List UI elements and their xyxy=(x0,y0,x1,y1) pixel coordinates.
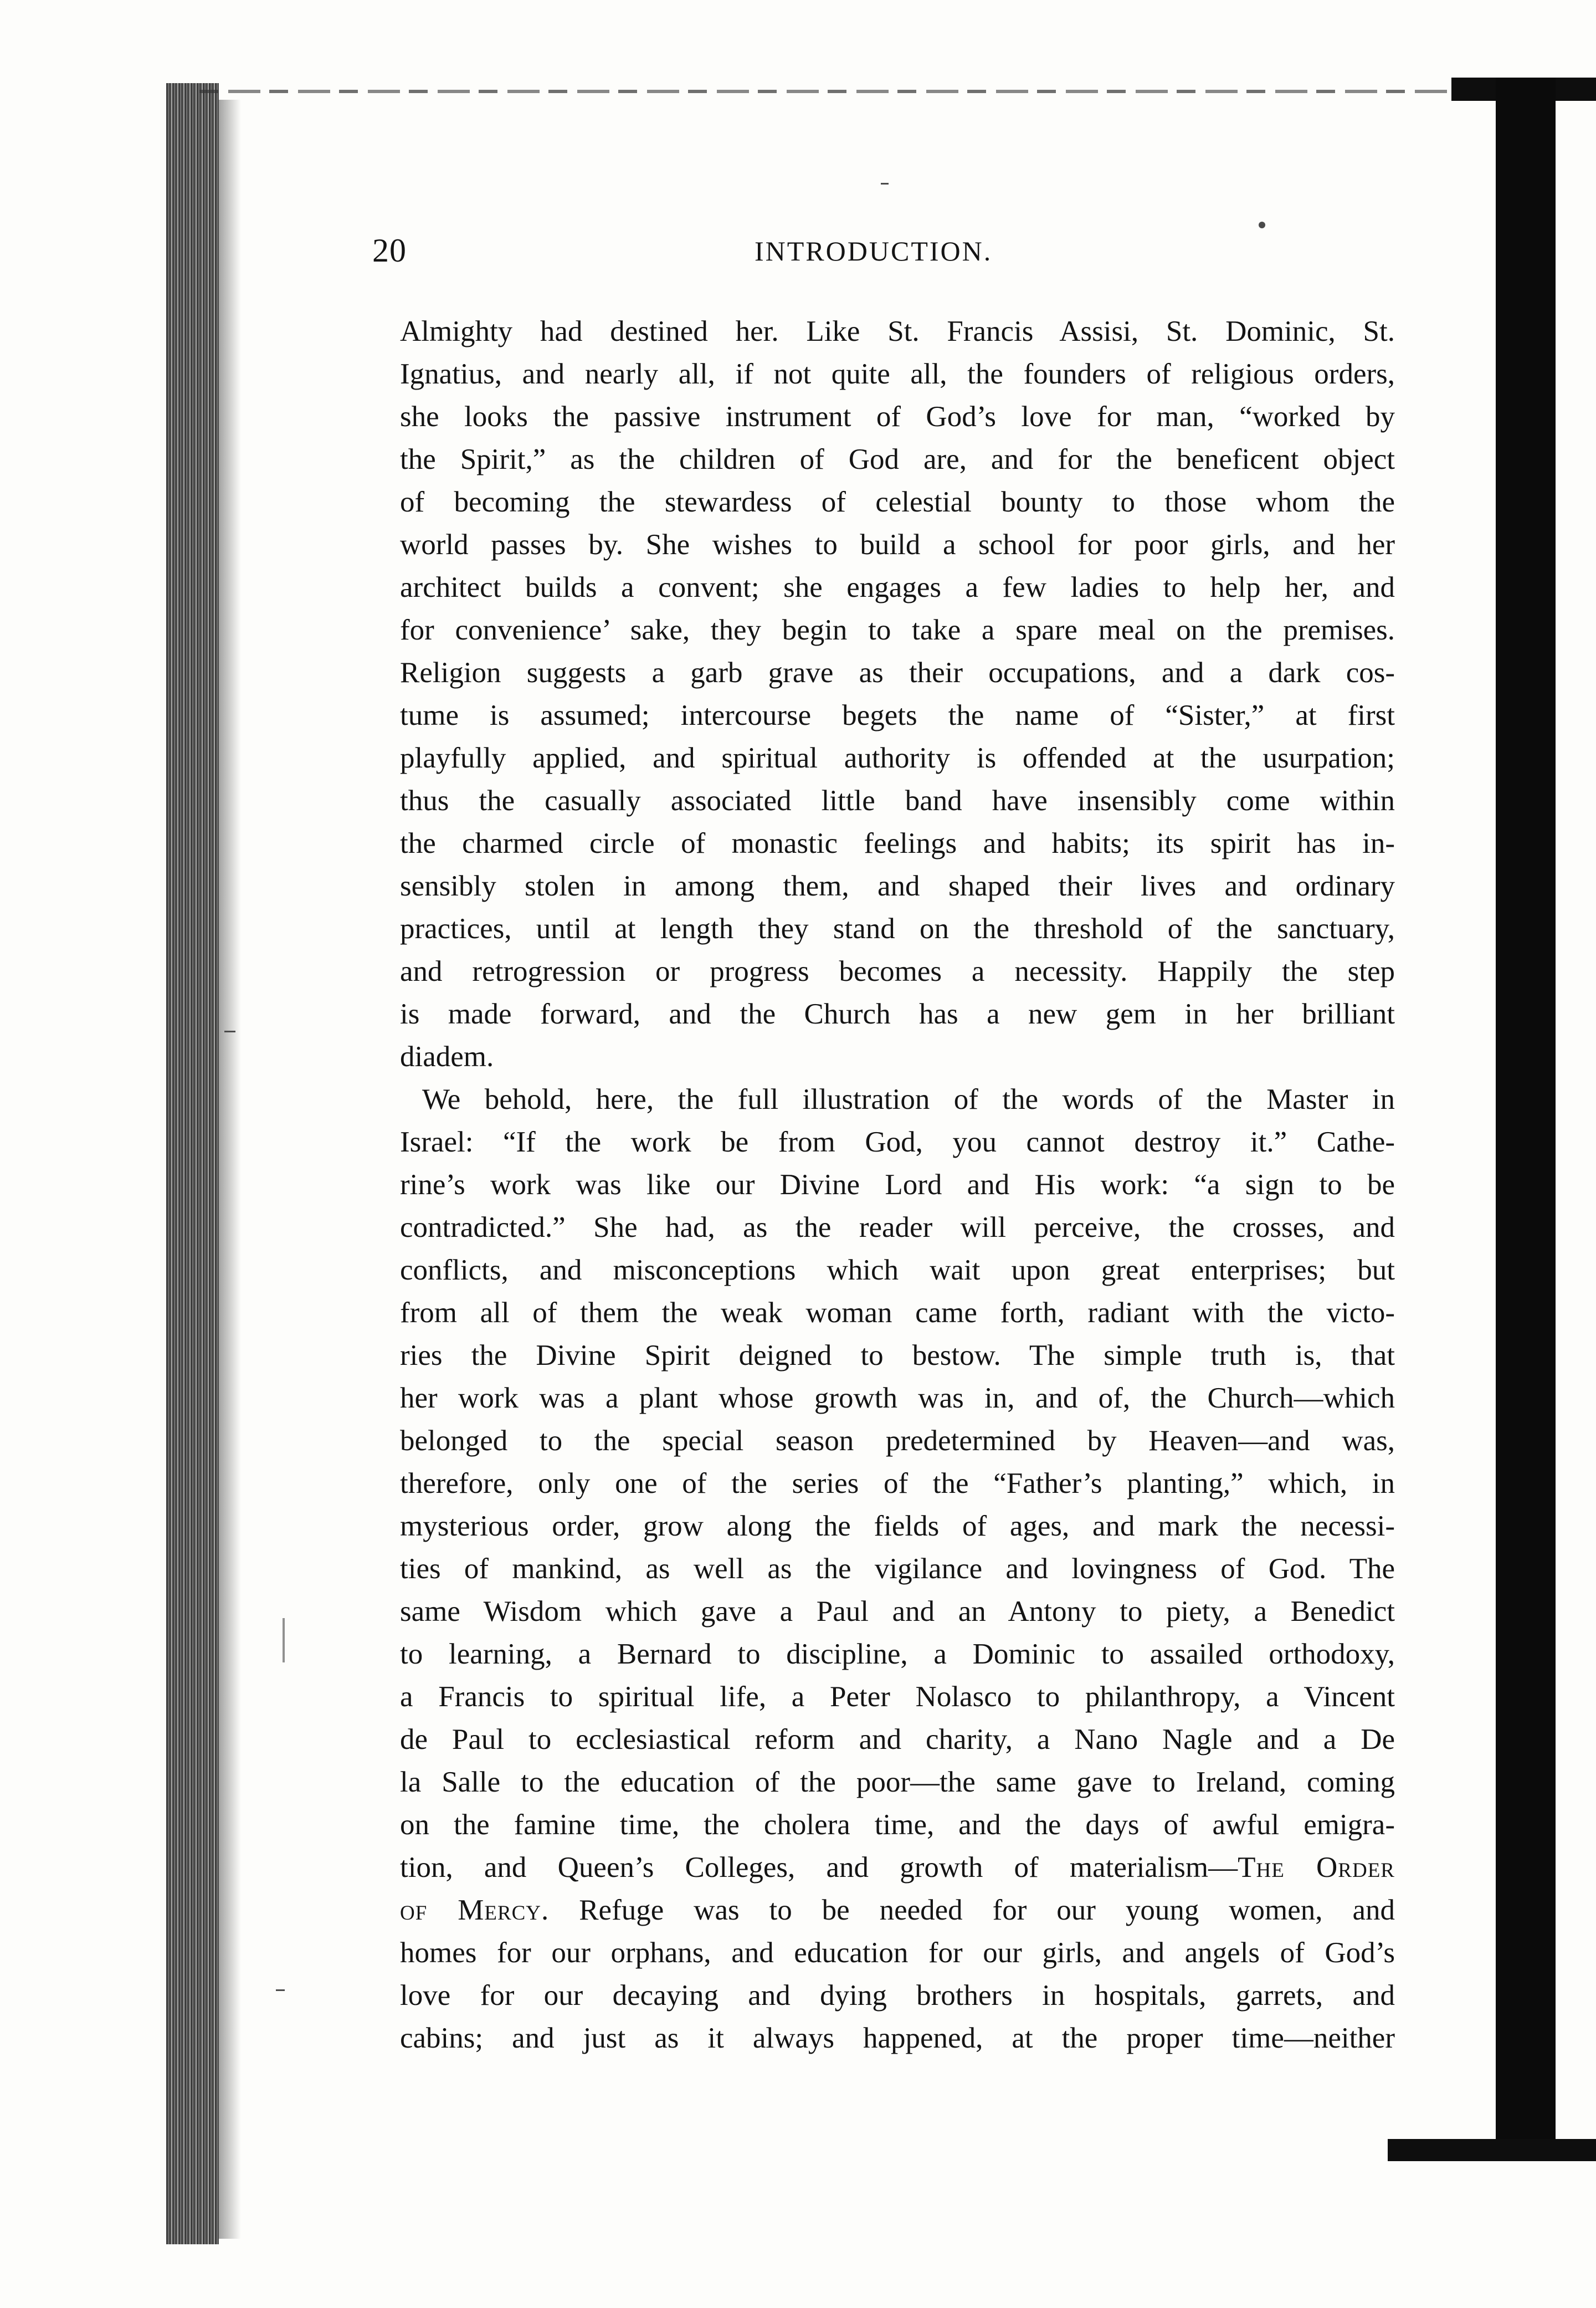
text-line: her work was a plant whose growth was in, and of, the Church—which xyxy=(400,1382,1395,1414)
text-line: Almighty had destined her. Like St. Francis Assisi, St. Dominic, St. xyxy=(400,315,1395,347)
text-line: ties of mankind, as well as the vigilance and lovingness of God. The xyxy=(400,1553,1395,1585)
text-line: architect builds a convent; she engages a few ladies to help her, and xyxy=(400,571,1395,603)
text-line: and retrogression or progress becomes a necessity. Happily the step xyxy=(400,955,1395,987)
scan-bracket-bottom xyxy=(1388,2139,1596,2161)
text-line: thus the casually associated little band have insensibly come within xyxy=(400,785,1395,817)
text-line: sensibly stolen in among them, and shaped their lives and ordinary xyxy=(400,870,1395,902)
text-line: la Salle to the education of the poor—the same gave to Ireland, coming xyxy=(400,1766,1395,1798)
order-name-small-caps: of Mercy. xyxy=(400,1894,550,1926)
page-number: 20 xyxy=(372,232,407,269)
text-line: contradicted.” She had, as the reader will perceive, the crosses, and xyxy=(400,1211,1395,1243)
page-header xyxy=(372,232,1458,276)
scan-speck xyxy=(276,1989,285,1991)
text-line: homes for our orphans, and education for our girls, and angels of God’s xyxy=(400,1937,1395,1969)
text-line: tume is assumed; intercourse begets the name of “Sister,” at first xyxy=(400,699,1395,731)
scan-speck xyxy=(224,1031,235,1032)
text-line: world passes by. She wishes to build a school for poor girls, and her xyxy=(400,529,1395,561)
text-line: on the famine time, the cholera time, and the days of awful emigra- xyxy=(400,1809,1395,1841)
book-binding-edge xyxy=(166,83,219,2244)
text-line: from all of them the weak woman came forth, radiant with the victo- xyxy=(400,1297,1395,1329)
text-line: same Wisdom which gave a Paul and an Antony to piety, a Benedict xyxy=(400,1595,1395,1628)
scan-bracket-stem xyxy=(1496,78,1556,2150)
text-line: cabins; and just as it always happened, at the proper time—neither xyxy=(400,2022,1395,2054)
scan-speck xyxy=(881,183,889,185)
paragraph-end-line: diadem. xyxy=(400,1041,494,1073)
body-text xyxy=(400,310,1395,2060)
text-line: she looks the passive instrument of God’s love for man, “worked by xyxy=(400,401,1395,433)
text-line: for convenience’ sake, they begin to take a spare meal on the premises. xyxy=(400,614,1395,646)
text-line: to learning, a Bernard to discipline, a Dominic to assailed orthodoxy, xyxy=(400,1638,1395,1670)
text-line: Ignatius, and nearly all, if not quite all, the founders of religious orders, xyxy=(400,358,1395,390)
running-head: INTRODUCTION. xyxy=(755,236,993,267)
text-line-with-small-caps xyxy=(400,1846,1395,1889)
text-line: rine’s work was like our Divine Lord and His work: “a sign to be xyxy=(400,1169,1395,1201)
text-line: Religion suggests a garb grave as their occupations, and a dark cos- xyxy=(400,657,1395,689)
scan-speck xyxy=(283,1618,285,1662)
text-line: Israel: “If the work be from God, you cannot destroy it.” Cathe- xyxy=(400,1126,1395,1158)
text-segment: tion, and Queen’s Colleges, and growth of materialism— xyxy=(400,1851,1238,1884)
text-line: therefore, only one of the series of the “Father’s planting,” which, in xyxy=(400,1467,1395,1500)
text-line: a Francis to spiritual life, a Peter Nolasco to philanthropy, a Vincent xyxy=(400,1681,1395,1713)
text-line: belonged to the special season predetermined by Heaven—and was, xyxy=(400,1425,1395,1457)
text-line: conflicts, and misconceptions which wait upon great enterprises; but xyxy=(400,1254,1395,1286)
text-line: is made forward, and the Church has a new gem in her brilliant xyxy=(400,998,1395,1030)
text-line-with-small-caps xyxy=(400,1889,1395,1932)
text-line: the Spirit,” as the children of God are, and for the beneficent object xyxy=(400,443,1395,475)
text-line: de Paul to ecclesiastical reform and charity, a Nano Nagle and a De xyxy=(400,1723,1395,1756)
text-line: playfully applied, and spiritual authority is offended at the usurpation; xyxy=(400,742,1395,774)
order-name-small-caps: The Order xyxy=(1238,1851,1395,1884)
binding-shadow xyxy=(219,100,241,2239)
text-line: ries the Divine Spirit deigned to bestow. The simple truth is, that xyxy=(400,1339,1395,1372)
scan-top-edge xyxy=(199,90,1451,93)
text-line: practices, until at length they stand on the threshold of the sanctuary, xyxy=(400,913,1395,945)
text-line: the charmed circle of monastic feelings and habits; its spirit has in- xyxy=(400,827,1395,859)
text-line: of becoming the stewardess of celestial bounty to those whom the xyxy=(400,486,1395,518)
scan-speck xyxy=(1259,222,1265,228)
text-line: mysterious order, grow along the fields of ages, and mark the necessi- xyxy=(400,1510,1395,1542)
text-segment: Refuge was to be needed for our young women, and xyxy=(579,1894,1395,1926)
text-line: love for our decaying and dying brothers in hospitals, garrets, and xyxy=(400,1979,1395,2012)
paragraph-start-line: We behold, here, the full illustration of the words of the Master in xyxy=(422,1083,1395,1115)
